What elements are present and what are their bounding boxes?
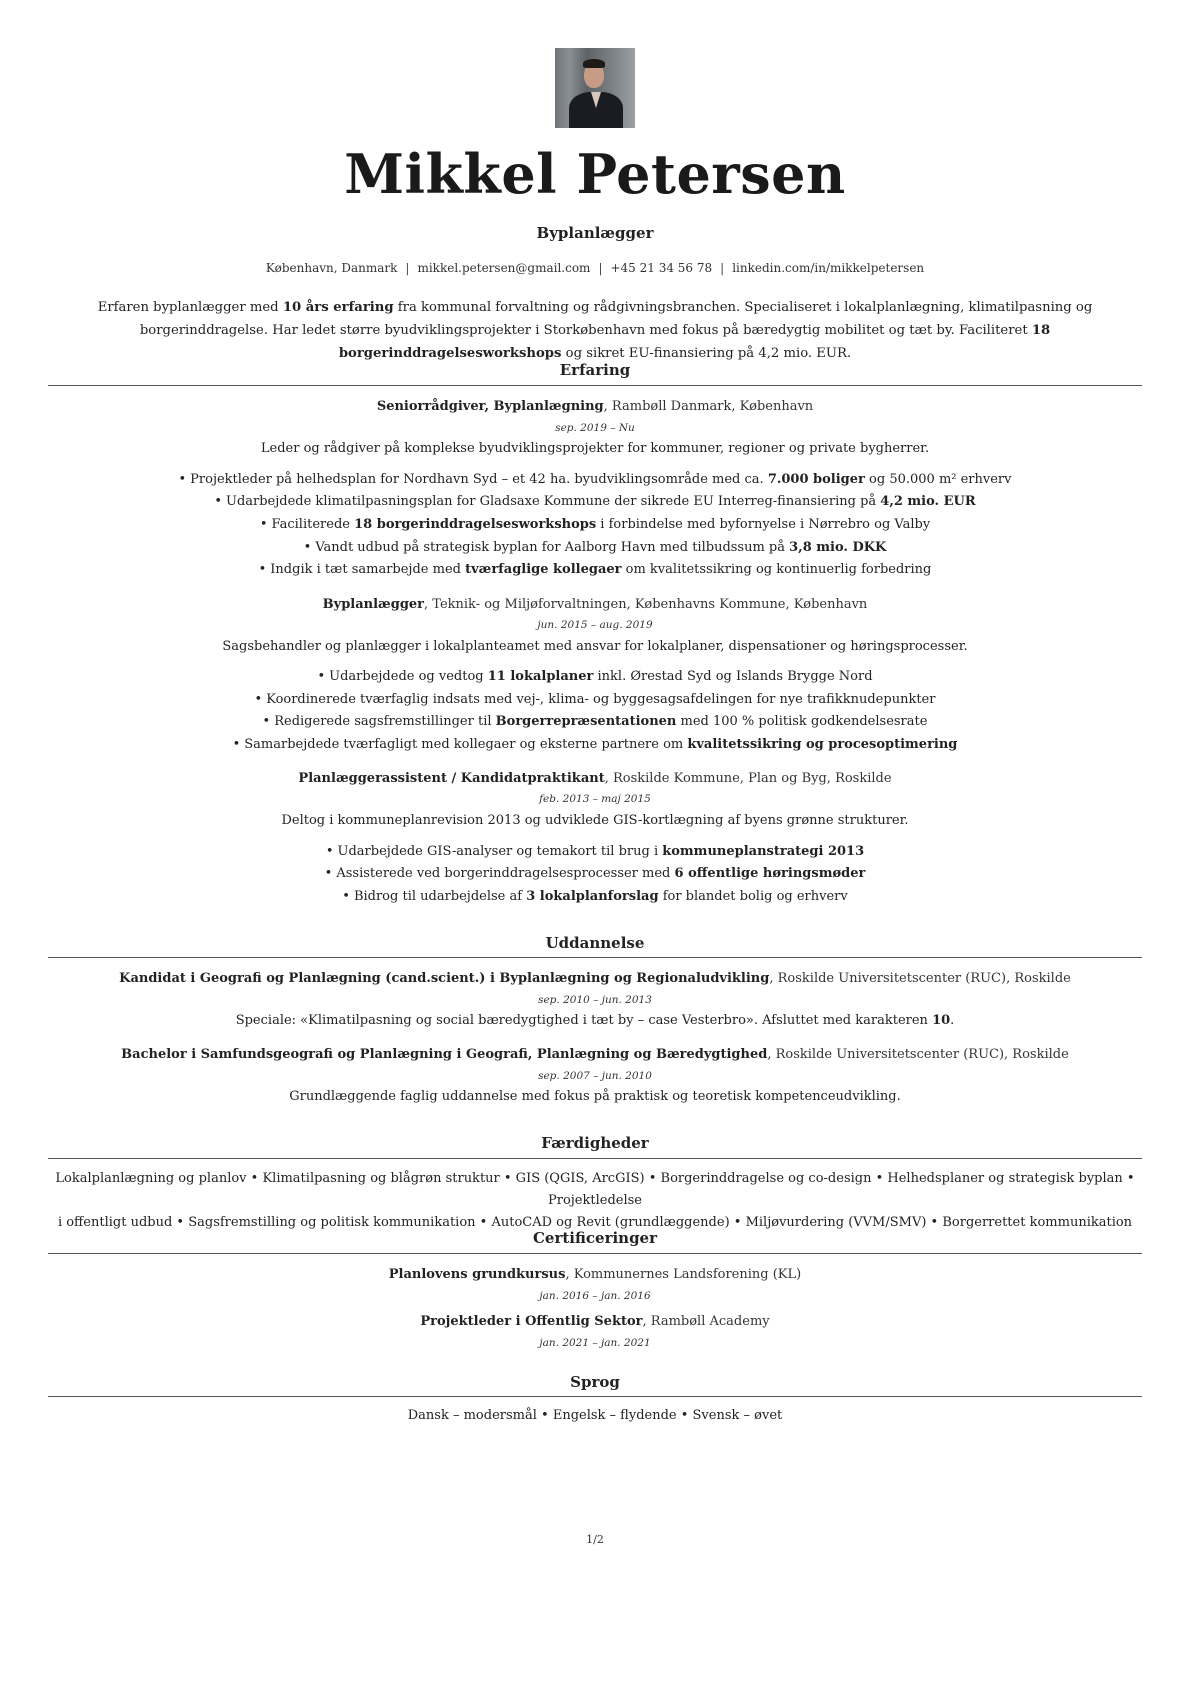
bullet-text: Bidrog til udarbejdelse af [353, 889, 527, 904]
education-highlight: 10 [932, 1013, 951, 1028]
page-number: 1/2 [586, 1533, 604, 1546]
education-date: sep. 2007 – jun. 2010 [538, 1070, 652, 1082]
job-description: Leder og rådgiver på komplekse byudviklingsprojekter for kommuner, regioner og private bygherrer. [260, 441, 930, 456]
bullet-highlight: 4,2 mio. EUR [880, 494, 976, 509]
summary-text: Erfaren byplanlægger med [97, 300, 283, 315]
bullet-highlight: tværfaglige kollegaer [465, 562, 622, 577]
bullet-text: med 100 % politisk godkendelsesrate [676, 714, 928, 729]
bullet-icon: • [317, 669, 326, 684]
contact-email[interactable]: mikkel.petersen@gmail.com [417, 261, 591, 275]
bullet-highlight: 6 offentlige høringsmøder [674, 866, 866, 881]
contact-location: København, Danmark [265, 261, 398, 275]
bullet-highlight: 7.000 boliger [767, 472, 865, 487]
bullet-text: Indgik i tæt samarbejde med [270, 562, 466, 577]
profile-summary [48, 296, 1142, 365]
bullet-highlight: kommuneplanstrategi 2013 [662, 844, 865, 859]
bullet-icon: • [262, 714, 271, 729]
section-title-experience: Erfaring [559, 361, 631, 379]
section-divider [48, 1396, 1142, 1397]
bullet-icon: • [214, 494, 222, 509]
education-text: Grundlæggende faglig uddannelse med fokus på praktisk og teoretisk kompetenceudvikling. [289, 1089, 901, 1104]
profile-photo [555, 48, 635, 128]
degree-name: Bachelor i Samfundsgeografi og Planlægning i Geografi, Planlægning og Bæredygtighed [121, 1047, 768, 1062]
job-bullet [48, 472, 1142, 487]
job-description: Sagsbehandler og planlægger i lokalplanteamet med ansvar for lokalplaner, dispensationer og høringsprocesser. [222, 639, 968, 654]
bullet-highlight: 3 lokalplanforslag [526, 889, 659, 904]
bullet-highlight: 3,8 mio. DKK [789, 540, 887, 555]
bullet-text: Udarbejdede klimatilpasningsplan for Gladsaxe Kommune der sikrede EU Interreg-finansiering på [225, 494, 881, 509]
job-date: feb. 2013 – maj 2015 [539, 793, 651, 805]
summary-text: fra kommunal forvaltning og rådgivningsbranchen. Specialiseret i lokalplanlægning, klimatilpasning og borgerinddragelse. Har ledet større byudviklingsprojekter i Storkøbenhavn med fokus på bæredygtig mobilitet og tæt by. Faciliteret [139, 300, 1093, 338]
photo-hair-shape [583, 59, 605, 68]
bullet-highlight: Borgerrepræsentationen [495, 714, 677, 729]
skills-line: Lokalplanlægning og planlov • Klimatilpasning og blågrøn struktur • GIS (QGIS, ArcGIS) • Borgerinddragelse og co-design • Helhedsplaner og strategisk byplan • Projektledelse [55, 1171, 1135, 1208]
candidate-name: Mikkel Petersen [344, 142, 846, 206]
degree-institution: , Roskilde Universitetscenter (RUC), Roskilde [769, 971, 1071, 986]
education-description [48, 1089, 1142, 1104]
skills-list [48, 1168, 1142, 1234]
bullet-text: for blandet bolig og erhverv [658, 889, 848, 904]
job-bullet [48, 517, 1142, 532]
contact-phone[interactable]: +45 21 34 56 78 [610, 261, 713, 275]
bullet-text: Faciliterede [271, 517, 355, 532]
bullet-text: i forbindelse med byfornyelse i Nørrebro og Valby [596, 517, 931, 532]
job-role: Byplanlægger [322, 597, 425, 612]
bullet-icon: • [303, 540, 312, 555]
bullet-text: Samarbejdede tværfagligt med kollegaer og eksterne partnere om [244, 737, 688, 752]
job-bullet [48, 692, 1142, 707]
job-date: jun. 2015 – aug. 2019 [537, 619, 653, 631]
job-role: Seniorrådgiver, Byplanlægning [376, 399, 604, 414]
bullet-icon: • [342, 889, 350, 904]
languages-list: Dansk – modersmål • Engelsk – flydende • Svensk – øvet [407, 1408, 783, 1423]
bullet-text: og 50.000 m² erhverv [864, 472, 1012, 487]
job-date: sep. 2019 – Nu [555, 422, 635, 434]
job-bullet [48, 866, 1142, 881]
bullet-icon: • [325, 844, 334, 859]
certification-entry [48, 1267, 1142, 1282]
bullet-icon: • [178, 472, 187, 487]
bullet-text: inkl. Ørestad Syd og Islands Brygge Nord [593, 669, 873, 684]
certification-entry [48, 1314, 1142, 1329]
education-entry-header [48, 1047, 1142, 1062]
bullet-text: Koordinerede tværfaglig indsats med vej-, klima- og byggesagsafdelingen for nye trafikknudepunkter [266, 692, 936, 707]
bullet-highlight: kvalitetssikring og procesoptimering [687, 737, 958, 752]
job-org: , Teknik- og Miljøforvaltningen, Københavns Kommune, København [424, 597, 868, 612]
bullet-icon: • [254, 692, 263, 707]
contact-separator: | [720, 261, 725, 275]
section-title-education: Uddannelse [545, 934, 645, 952]
job-bullet [48, 562, 1142, 577]
job-bullet [48, 494, 1142, 509]
certification-date: jan. 2021 – jan. 2021 [539, 1337, 651, 1349]
education-date: sep. 2010 – jun. 2013 [538, 994, 652, 1006]
bullet-text: Redigerede sagsfremstillinger til [274, 714, 496, 729]
bullet-icon: • [324, 866, 333, 881]
education-text: . [950, 1013, 955, 1028]
bullet-text: om kvalitetssikring og kontinuerlig forbedring [621, 562, 932, 577]
job-role: Planlæggerassistent / Kandidatpraktikant [298, 771, 605, 786]
section-title-certifications: Certificeringer [532, 1229, 658, 1247]
education-description [48, 1013, 1142, 1028]
summary-highlight: 10 års erfaring [282, 300, 394, 315]
bullet-highlight: 11 lokalplaner [487, 669, 594, 684]
bullet-text: Udarbejdede og vedtog [329, 669, 488, 684]
job-bullet [48, 889, 1142, 904]
job-org: , Rambøll Danmark, København [603, 399, 814, 414]
certification-issuer: , Kommunernes Landsforening (KL) [565, 1267, 802, 1282]
section-divider [48, 1253, 1142, 1254]
certification-name: Planlovens grundkursus [388, 1267, 566, 1282]
job-bullet [48, 714, 1142, 729]
bullet-text: Assisterede ved borgerinddragelsesprocesser med [336, 866, 675, 881]
certification-name: Projektleder i Offentlig Sektor [420, 1314, 643, 1329]
contact-line [48, 261, 1142, 275]
job-org: , Roskilde Kommune, Plan og Byg, Roskilde [604, 771, 892, 786]
bullet-text: Projektleder på helhedsplan for Nordhavn Syd – et 42 ha. byudviklingsområde med ca. [190, 472, 768, 487]
section-divider [48, 1158, 1142, 1159]
job-bullet [48, 844, 1142, 859]
section-divider [48, 385, 1142, 386]
certification-date: jan. 2016 – jan. 2016 [539, 1290, 651, 1302]
education-entry-header [48, 971, 1142, 986]
summary-highlight: 18 borgerinddragelsesworkshops [338, 323, 1051, 361]
certification-issuer: , Rambøll Academy [642, 1314, 770, 1329]
experience-entry-header [48, 597, 1142, 612]
degree-name: Kandidat i Geografi og Planlægning (cand.scient.) i Byplanlægning og Regionaludvikling [119, 971, 770, 986]
section-title-skills: Færdigheder [541, 1134, 649, 1152]
experience-entry-header [48, 399, 1142, 414]
experience-entry-header [48, 771, 1142, 786]
section-title-languages: Sprog [570, 1373, 620, 1391]
bullet-highlight: 18 borgerinddragelsesworkshops [354, 517, 597, 532]
section-divider [48, 957, 1142, 958]
degree-institution: , Roskilde Universitetscenter (RUC), Roskilde [767, 1047, 1069, 1062]
summary-text: og sikret EU-finansiering på 4,2 mio. EUR. [561, 346, 852, 361]
bullet-icon: • [258, 562, 267, 577]
candidate-title: Byplanlægger [536, 224, 654, 242]
bullet-icon: • [232, 737, 241, 752]
job-description: Deltog i kommuneplanrevision 2013 og udviklede GIS-kortlægning af byens grønne strukturer. [281, 813, 909, 828]
education-text: Speciale: «Klimatilpasning og social bæredygtighed i tæt by – case Vesterbro». Afsluttet med karakteren [235, 1013, 933, 1028]
bullet-icon: • [259, 517, 268, 532]
contact-separator: | [405, 261, 410, 275]
contact-linkedin[interactable]: linkedin.com/in/mikkelpetersen [732, 261, 925, 275]
bullet-text: Vandt udbud på strategisk byplan for Aalborg Havn med tilbudssum på [315, 540, 790, 555]
job-bullet [48, 669, 1142, 684]
job-bullet [48, 540, 1142, 555]
skills-line: i offentligt udbud • Sagsfremstilling og politisk kommunikation • AutoCAD og Revit (grundlæggende) • Miljøvurdering (VVM/SMV) • Borgerrettet kommunikation [57, 1215, 1133, 1230]
contact-separator: | [598, 261, 603, 275]
bullet-text: Udarbejdede GIS-analyser og temakort til brug i [337, 844, 663, 859]
job-bullet [48, 737, 1142, 752]
